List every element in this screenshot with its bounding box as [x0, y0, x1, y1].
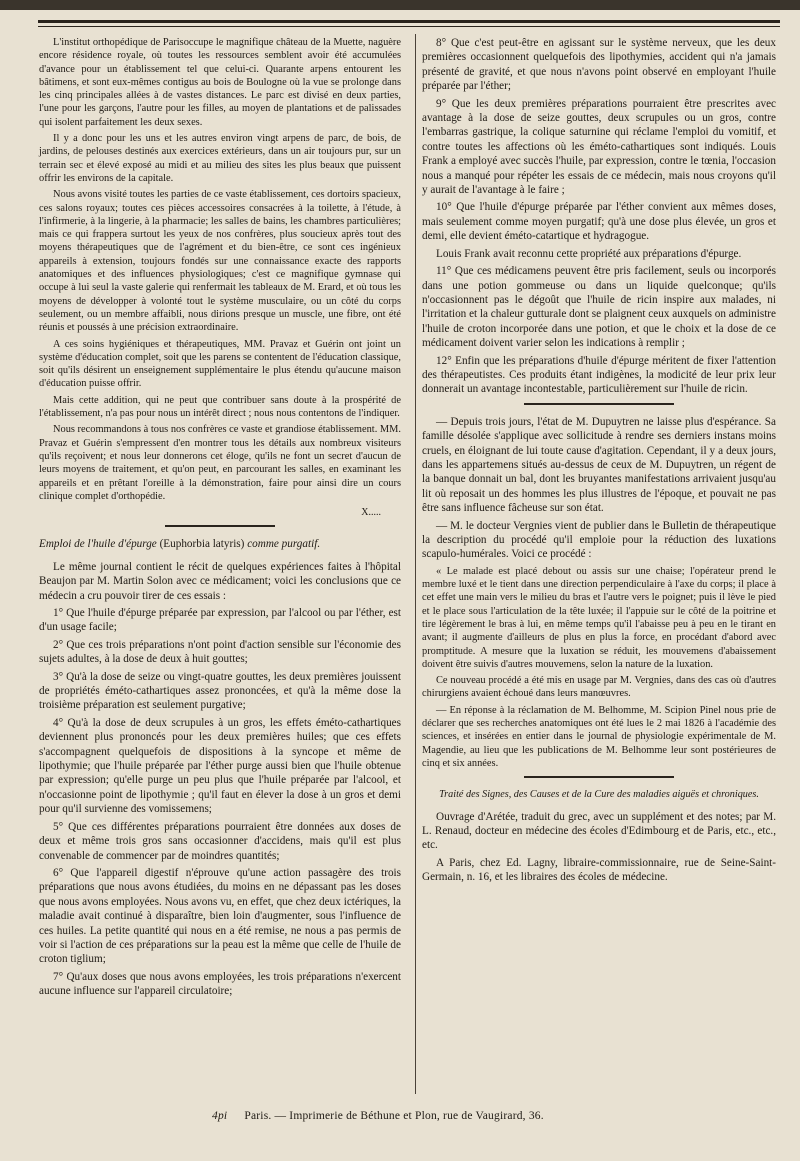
- author-signature: X.....: [361, 507, 381, 519]
- list-item: 8° Que c'est peut-être en agissant sur le système nerveux, que les deux premières occasionnent quelquefois des lipothymies, accident qui n'a jamais présenté de gravité, et que nous n'avons point observé en employant l'huile préparée par l'éther;: [422, 37, 776, 93]
- left-column: [39, 36, 401, 1002]
- heading-part: Emploi de l'huile d'épurge: [39, 538, 157, 551]
- news-item: — Depuis trois jours, l'état de M. Dupuytren ne laisse plus d'espérance. Sa famille désolée s'applique avec sollicitude à rendre ses derniers instans moins cruels, en éloignant de lui toute cause d'agitation. Cependant, il y a deux jours, dans les appartemens situés au-dessus de ceux de M. Dupuytren, un régent de la banque donnait un bal, dont les bruyantes manifestations arrivaient jusqu'au lit où reposait un des hommes les plus illustres de l'époque, et pouvait ne pas être sans influence fâcheuse sur son état.: [422, 415, 776, 515]
- section-separator: [524, 403, 674, 405]
- list-item: 10° Que l'huile d'épurge préparée par l'éther convient aux mêmes doses, mais seulement comme moyen purgatif; qu'à une dose plus élevée, un gros et demi, elle devient éméto-catartique et hydragogue.: [422, 201, 776, 243]
- signature-mark: 4pi: [212, 1110, 228, 1122]
- news-item: — En réponse à la réclamation de M. Belhomme, M. Scipion Pinel nous prie de déclarer que ses recherches anatomiques ont été lues le 2 mai 1826 à l'académie des sciences, et insérées en entier dans le journal de physiologie expérimentale de M. Magendie, au lieu que les publications de M. Belhomme leur sont postérieures de cinq et six années.: [422, 704, 776, 769]
- paragraph: Le même journal contient le récit de quelques expériences faites à l'hôpital Beaujon par M. Martin Solon avec ce médicament; voici les conclusions que ce médecin a cru pouvoir tirer de ces essais :: [39, 560, 401, 602]
- section-separator: [165, 525, 275, 527]
- list-item: 1° Que l'huile d'épurge préparée par expression, par l'alcool ou par l'éther, est d'un usage facile;: [39, 607, 401, 634]
- article-heading: [39, 537, 401, 551]
- section-separator: [524, 776, 674, 778]
- book-description: Ouvrage d'Arétée, traduit du grec, avec un supplément et des notes; par M. L. Renaud, docteur en médecine des écoles d'Edimbourg et de Paris, etc., etc., etc.: [422, 810, 776, 852]
- paragraph: L'institut orthopédique de Parisoccupe le magnifique château de la Muette, naguère encore résidence royale, où toutes les ressources semblent avoir été accumulées d'avance pour un établissement tel que celui-ci. Quarante arpens entourent les bâtimens, et sont eux-mêmes contigus au bois de Boulogne où la vue se prolonge dans les cinq principales allées à de vastes distances. Le parc est divisé en deux parties, l'une pour les garçons, l'autre pour les filles, au moyen de plantations et de palissades qui isolent parfaitement les deux sexes.: [39, 37, 401, 128]
- right-column: [422, 36, 776, 888]
- header-rule-thin: [38, 26, 780, 27]
- header-rule-thick: [38, 20, 780, 23]
- paragraph: Il y a donc pour les uns et les autres environ vingt arpens de parc, de bois, de jardins, de pelouses destinés aux exercices extérieurs, dans un air toujours pur, sur un terrain sec et élevé exposé au midi et au milieu des sites les plus beaux que puissent offrir les environs de la capitale.: [39, 133, 401, 184]
- imprint-text: Paris. — Imprimerie de Béthune et Plon, rue de Vaugirard, 36.: [244, 1110, 544, 1122]
- book-title: Traité des Signes, des Causes et de la Cure des maladies aiguës et chroniques.: [439, 789, 759, 801]
- top-edge: [0, 0, 800, 10]
- column-divider: [415, 34, 416, 1094]
- list-item: 11° Que ces médicamens peuvent être pris facilement, seuls ou incorporés dans une potion gommeuse ou dans un liquide quelconque; qu'ils n'occasionnent pas le dégoût que l'huile de ricin inspire aux malades, ni l'irritation et la chaleur gutturale dont se plaignent ceux auxquels on administre l'huile de croton incorporée dans une potion, et que le choix et la dose de ce médicament doivent varier selon les indications à remplir ;: [422, 265, 777, 350]
- news-item: — M. le docteur Vergnies vient de publier dans le Bulletin de thérapeutique la description du procédé qu'il emploie pour la réduction des luxations scapulo-humérales. Voici ce procédé :: [422, 519, 776, 561]
- heading-part: comme purgatif.: [247, 538, 321, 551]
- quotation: « Le malade est placé debout ou assis sur une chaise; l'opérateur prend le membre luxé et le tient dans une direction perpendiculaire à l'axe du corps; il place à cet effet une main vers le milieu du bras et l'autre vers le poignet; puis il lève le pied et le place sous l'articulation de la tête luxée; il l'appuie sur le côté de la poitrine et tire légèrement le bras à lui, en même temps qu'il l'abaisse peu à peu en le tirant en avant; il augmente d'ailleurs de plus en plus la force, en procédant d'abord avec promptitude. A mesure que la luxation se réduit, les mouvemens d'abaissement doivent être suivis d'autres mouvemens, selon la nature de la luxation.: [422, 565, 776, 670]
- list-item: 4° Qu'à la dose de deux scrupules à un gros, les effets éméto-cathartiques deviennent plus prononcés pour les deux premières huiles; que ces effets s'accompagnent quelquefois de dispositions à la syncope et même de lipothymie; que l'huile préparée par l'éther purge aussi bien que l'huile obtenue par expression; qu'elle purge un peu plus que l'huile préparée par l'alcool, et n'occasionne point de lipothymie ; qu'il faut en élever la dose à un gros et demi pour qu'il survienne des vomissemens;: [39, 716, 401, 816]
- printer-imprint: [212, 1110, 544, 1122]
- paragraph: Louis Frank avait reconnu cette propriété aux préparations d'épurge.: [436, 247, 742, 260]
- list-item: 9° Que les deux premières préparations pourraient être prescrites avec avantage à la dose de seize gouttes, deux scrupules ou un gros, contre l'embarras gastrique, la colique saturnine qui réclame l'emploi du vomitif, et contre toutes les affections où les éméto-cathartiques sont indiqués. Louis Frank a employé avec succès l'huile, par expression, contre le tœnia, l'occasion nous a manqué pour répéter les essais de ce médecin, mais nous croyons qu'il y aurait de l'avantage à le faire ;: [422, 97, 776, 197]
- publisher-info: A Paris, chez Ed. Lagny, libraire-commissionnaire, rue de Seine-Saint-Germain, n. 16, et les libraires des écoles de médecine.: [422, 856, 776, 884]
- heading-latin: (Euphorbia latyris): [159, 538, 245, 551]
- list-item: 2° Que ces trois préparations n'ont point d'action sensible sur l'économie des sujets adultes, à la dose de deux à huit gouttes;: [39, 638, 401, 666]
- paragraph: A ces soins hygiéniques et thérapeutiques, MM. Pravaz et Guérin ont joint un système d'éducation complet, soit que les parens se contentent de l'éducation classique, soit qu'ils désirent un enseignement supplémentaire le plus étendu qu'aucune maison d'éducation puisse offrir.: [39, 338, 401, 390]
- paragraph: Nous recommandons à tous nos confrères ce vaste et grandiose établissement. MM. Pravaz et Guérin s'empressent d'en montrer tous les détails aux nombreux visiteurs qu'ils reçoivent; et nous leur donnerons cet éloge, qu'ils ne font un secret d'aucun de leurs moyens de traitement, et qu'on peut, en parcourant les salles, en examinant les appareils et en prêtant l'oreille à la démonstration, faire pour ainsi dire un cours clinique complet d'orthopédie.: [39, 424, 401, 502]
- list-item: 5° Que ces différentes préparations pourraient être données aux doses de deux et même trois gros sans occasionner d'accidens, mais qu'il est plus convenable de commencer par de moindres quantités;: [39, 820, 401, 862]
- list-item: 3° Qu'à la dose de seize ou vingt-quatre gouttes, les deux premières jouissent de propriétés éméto-cathartiques assez prononcées, et qu'à la même dose la troisième préparation est seulement purgative;: [39, 670, 401, 712]
- paragraph: Nous avons visité toutes les parties de ce vaste établissement, ces dortoirs spacieux, ces salons royaux; toutes ces pièces accessoires consacrées à la toilette, à l'étude, à l'infirmerie, à la lingerie, à la pharmacie; les salles de bains, les chambres particulières; mais ce qui frappera surtout les yeux de nos confrères, plus soucieux après tout des moyens thérapeutiques que de l'agrément et du bien-être, ce sont ces ingénieux appareils à extension, toujours fondés sur une connaissance exacte des rapports anatomiques et des influences physiologiques; c'est ce magnifique gymnase qui occupe à lui seul la vaste galerie qui renfermait les tableaux de M. Erard, et où tous les moyens de développer à volonté tout le système musculaire, ou un côté du corps seulement, ou un membre affaibli, nous dirions presque un muscle, une fibre, ont été réunis et poussés à une précision extraordinaire.: [39, 189, 401, 334]
- list-item: 12° Enfin que les préparations d'huile d'épurge méritent de fixer l'attention des thérapeutistes. Ces produits étant indigènes, la modicité de leur prix leur donnerait un avantage incontestable, particulièrement sur l'huile de ricin.: [422, 354, 776, 396]
- paragraph: Mais cette addition, qui ne peut que contribuer sans doute à la prospérité de l'établissement, n'a pas pour nous un intérêt direct ; nous nous contentons de l'indiquer.: [39, 394, 401, 420]
- list-item: 6° Que l'appareil digestif n'éprouve qu'une action passagère des trois préparations que nous avons étudiées, du moins en ne dépassant pas les doses que nous avons employées. Nous avons vu, en effet, que chez deux ictériques, la maladie avait continué à disparaître, bien loin d'augmenter, sous l'influence de ces huiles. La petite quantité qui nous en a été remise, ne nous a pas permis de voir si l'action de ces préparations sur la peau est la même que celle de l'huile de croton tiglium;: [39, 866, 401, 966]
- list-item: 7° Qu'aux doses que nous avons employées, les trois préparations n'exercent aucune influence sur l'appareil circulatoire;: [39, 970, 401, 998]
- paragraph: Ce nouveau procédé a été mis en usage par M. Vergnies, dans des cas où d'autres chirurgiens avaient échoué dans leurs manœuvres.: [422, 675, 776, 700]
